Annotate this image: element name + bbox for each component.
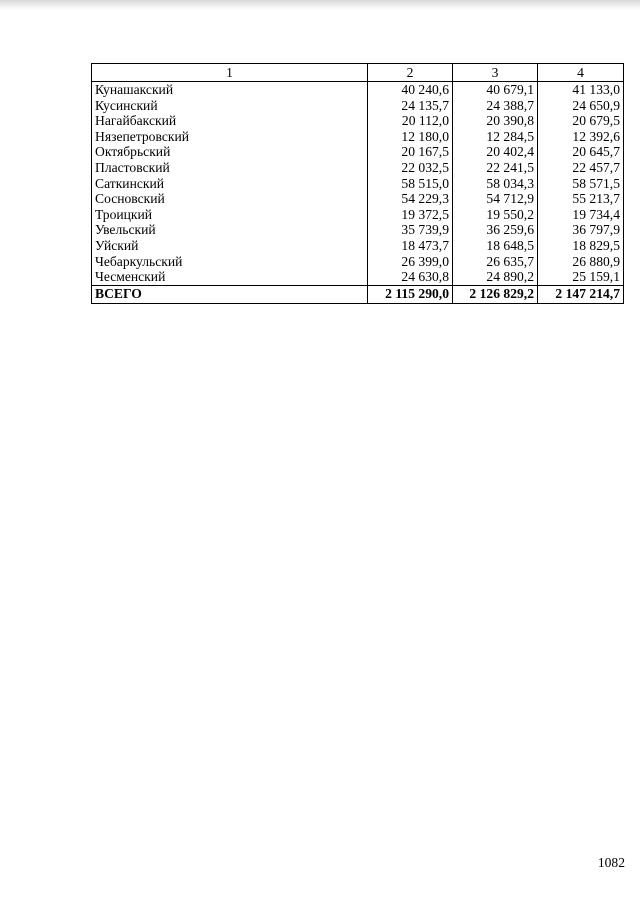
page-number: 1082 — [597, 855, 625, 870]
district-name: Троицкий — [92, 207, 368, 223]
value-cell: 19 372,5 — [368, 207, 453, 223]
total-value: 2 147 214,7 — [538, 285, 624, 303]
value-cell: 18 473,7 — [368, 238, 453, 254]
value-cell: 58 034,3 — [453, 176, 538, 192]
table-row — [92, 160, 624, 176]
value-cell: 24 135,7 — [368, 98, 453, 114]
table-row — [92, 113, 624, 129]
value-cell: 20 679,5 — [538, 113, 624, 129]
scan-top-shadow — [0, 0, 640, 10]
value-cell: 12 180,0 — [368, 129, 453, 145]
table-row — [92, 254, 624, 270]
value-cell: 26 880,9 — [538, 254, 624, 270]
value-cell: 12 284,5 — [453, 129, 538, 145]
value-cell: 25 159,1 — [538, 269, 624, 285]
value-cell: 24 650,9 — [538, 98, 624, 114]
table-row — [92, 238, 624, 254]
district-name: Сосновский — [92, 191, 368, 207]
table-row — [92, 269, 624, 285]
table-row — [92, 207, 624, 223]
value-cell: 20 112,0 — [368, 113, 453, 129]
district-name: Чесменский — [92, 269, 368, 285]
district-name: Кусинский — [92, 98, 368, 114]
value-cell: 22 032,5 — [368, 160, 453, 176]
value-cell: 22 241,5 — [453, 160, 538, 176]
value-cell: 19 734,4 — [538, 207, 624, 223]
value-cell: 20 402,4 — [453, 144, 538, 160]
table-row — [92, 222, 624, 238]
value-cell: 19 550,2 — [453, 207, 538, 223]
value-cell: 20 645,7 — [538, 144, 624, 160]
table-total-row — [92, 285, 624, 303]
column-header: 3 — [453, 64, 538, 82]
district-name: Пластовский — [92, 160, 368, 176]
district-name: Октябрьский — [92, 144, 368, 160]
value-cell: 24 388,7 — [453, 98, 538, 114]
value-cell: 40 240,6 — [368, 82, 453, 98]
data-table — [91, 63, 624, 304]
table-row — [92, 144, 624, 160]
table-row — [92, 176, 624, 192]
value-cell: 35 739,9 — [368, 222, 453, 238]
column-header: 1 — [92, 64, 368, 82]
table-row — [92, 129, 624, 145]
column-header: 4 — [538, 64, 624, 82]
district-name: Увельский — [92, 222, 368, 238]
value-cell: 55 213,7 — [538, 191, 624, 207]
value-cell: 26 399,0 — [368, 254, 453, 270]
value-cell: 58 571,5 — [538, 176, 624, 192]
value-cell: 24 630,8 — [368, 269, 453, 285]
value-cell: 36 259,6 — [453, 222, 538, 238]
value-cell: 20 167,5 — [368, 144, 453, 160]
value-cell: 18 829,5 — [538, 238, 624, 254]
value-cell: 24 890,2 — [453, 269, 538, 285]
total-value: 2 115 290,0 — [368, 285, 453, 303]
value-cell: 26 635,7 — [453, 254, 538, 270]
value-cell: 58 515,0 — [368, 176, 453, 192]
value-cell: 20 390,8 — [453, 113, 538, 129]
value-cell: 22 457,7 — [538, 160, 624, 176]
total-value: 2 126 829,2 — [453, 285, 538, 303]
table-row — [92, 191, 624, 207]
value-cell: 40 679,1 — [453, 82, 538, 98]
value-cell: 41 133,0 — [538, 82, 624, 98]
district-name: Уйский — [92, 238, 368, 254]
district-name: Нязепетровский — [92, 129, 368, 145]
value-cell: 18 648,5 — [453, 238, 538, 254]
district-name: Чебаркульский — [92, 254, 368, 270]
total-label: ВСЕГО — [92, 285, 368, 303]
district-name: Кунашакский — [92, 82, 368, 98]
table-row — [92, 98, 624, 114]
district-name: Нагайбакский — [92, 113, 368, 129]
value-cell: 12 392,6 — [538, 129, 624, 145]
value-cell: 54 229,3 — [368, 191, 453, 207]
column-header: 2 — [368, 64, 453, 82]
district-name: Саткинский — [92, 176, 368, 192]
value-cell: 54 712,9 — [453, 191, 538, 207]
table-header-row — [92, 64, 624, 82]
value-cell: 36 797,9 — [538, 222, 624, 238]
table-row — [92, 82, 624, 98]
